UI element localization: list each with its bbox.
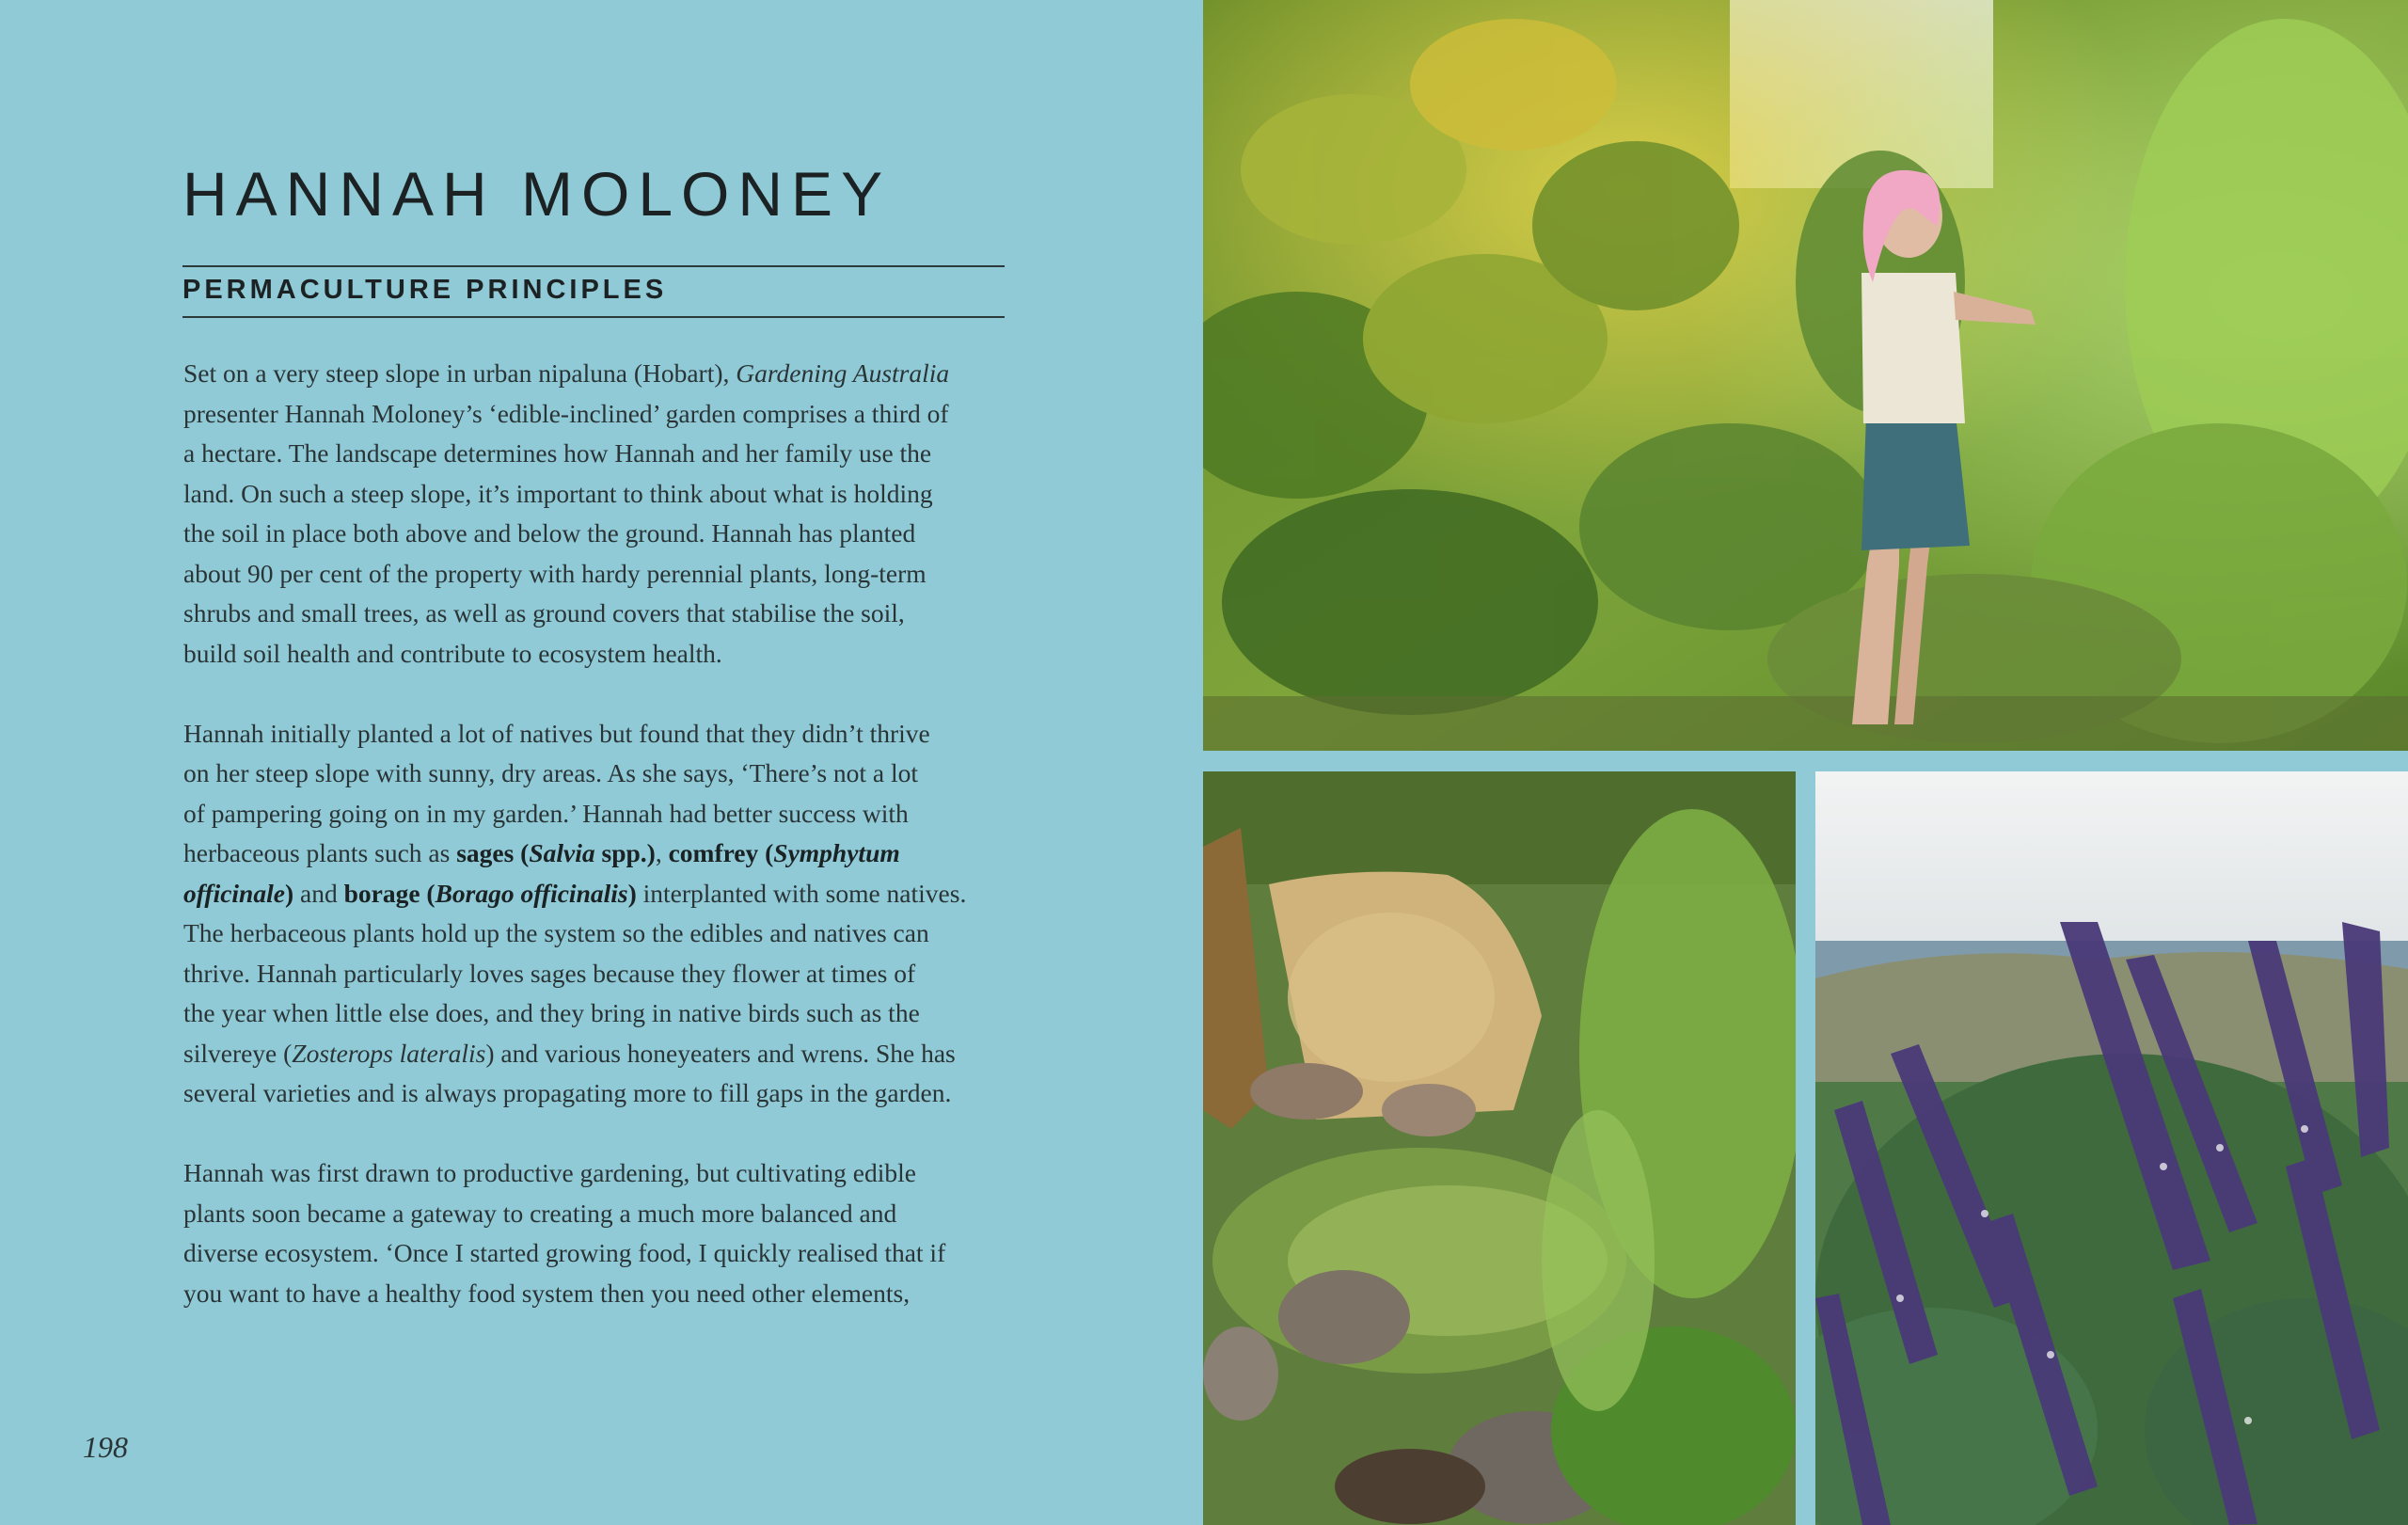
text-line: plants soon became a gateway to creating a much more balanced and — [183, 1198, 897, 1228]
text-line: land. On such a steep slope, it’s important to think about what is holding — [183, 478, 933, 508]
photo-pond-graphic — [1203, 771, 1796, 1525]
text-line: on her steep slope with sunny, dry areas. As she says, ‘There’s not a lot — [183, 758, 919, 787]
text-line: the year when little else does, and they bring in native birds such as the — [183, 998, 920, 1027]
page-title: HANNAH MOLONEY — [182, 159, 892, 229]
text-line: silvereye (Zosterops lateralis) and various honeyeaters and wrens. She has — [183, 1038, 956, 1068]
text-line: thrive. Hannah particularly loves sages because they flower at times of — [183, 958, 916, 988]
photo-gardener-graphic — [1203, 0, 2408, 751]
divider-bottom — [182, 316, 1005, 318]
text-line: the soil in place both above and below the ground. Hannah has planted — [183, 518, 916, 548]
photo-salvia-graphic — [1815, 771, 2408, 1525]
text-line: of pampering going on in my garden.’ Hannah had better success with — [183, 798, 909, 828]
text-line: shrubs and small trees, as well as ground covers that stabilise the soil, — [183, 598, 905, 627]
body-paragraph — [183, 714, 1011, 1114]
text-line: Set on a very steep slope in urban nipaluna (Hobart), Gardening Australia — [183, 358, 950, 388]
text-line: a hectare. The landscape determines how Hannah and her family use the — [183, 438, 932, 468]
text-line: you want to have a healthy food system then you need other elements, — [183, 1278, 911, 1308]
text-column — [0, 0, 1202, 1525]
photo-salvia-flowers — [1815, 771, 2408, 1525]
section-subtitle: PERMACULTURE PRINCIPLES — [182, 275, 668, 305]
page-number: 198 — [83, 1430, 128, 1464]
text-line: officinale) and borage (Borago officinalis) interplanted with some natives. — [183, 878, 967, 908]
text-line: several varieties and is always propagating more to fill gaps in the garden. — [183, 1078, 952, 1107]
photo-gardener-in-garden — [1203, 0, 2408, 751]
divider-top — [182, 265, 1005, 267]
text-line: herbaceous plants such as sages (Salvia spp.), comfrey (Symphytum — [183, 838, 900, 867]
text-line: Hannah initially planted a lot of natives but found that they didn’t thrive — [183, 718, 930, 748]
text-line: The herbaceous plants hold up the system so the edibles and natives can — [183, 918, 929, 947]
text-line: diverse ecosystem. ‘Once I started growing food, I quickly realised that if — [183, 1238, 946, 1267]
body-text — [183, 354, 1011, 1354]
text-line: presenter Hannah Moloney’s ‘edible-inclined’ garden comprises a third of — [183, 398, 949, 428]
text-line: Hannah was first drawn to productive gardening, but cultivating edible — [183, 1158, 916, 1187]
body-paragraph — [183, 354, 1011, 674]
text-line: about 90 per cent of the property with hardy perennial plants, long-term — [183, 558, 927, 588]
photo-garden-pond — [1203, 771, 1796, 1525]
body-paragraph — [183, 1153, 1011, 1313]
text-line: build soil health and contribute to ecosystem health. — [183, 638, 722, 668]
